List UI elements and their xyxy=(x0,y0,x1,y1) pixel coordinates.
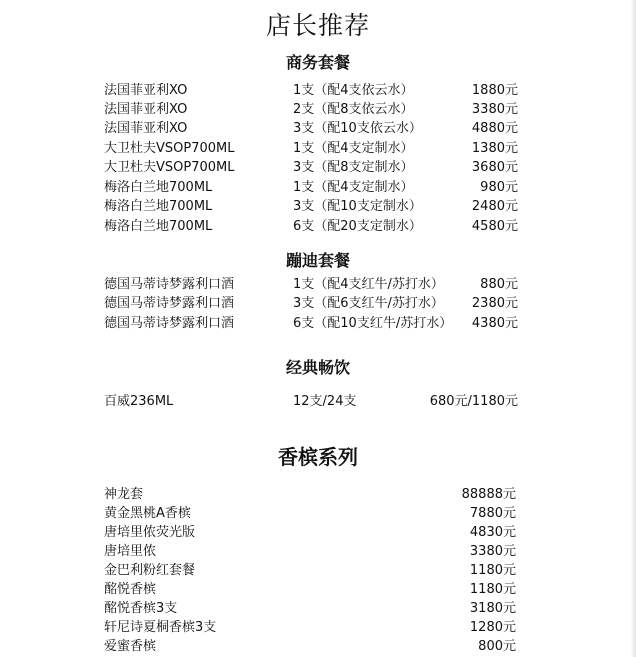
menu-row xyxy=(0,392,636,411)
menu-row xyxy=(0,580,636,599)
menu-row xyxy=(0,504,636,523)
item-price: 1880元 xyxy=(471,83,518,98)
item-name: 酩悦香槟3支 xyxy=(104,601,178,616)
item-spec: 1支（配4支定制水） xyxy=(293,141,414,156)
item-price: 3380元 xyxy=(469,544,516,559)
item-name: 大卫杜夫VSOP700ML xyxy=(104,160,235,175)
item-name: 金巴利粉红套餐 xyxy=(104,563,196,578)
menu-row xyxy=(0,139,636,158)
item-price: 88888元 xyxy=(461,487,516,502)
item-name: 梅洛白兰地700ML xyxy=(104,180,213,195)
item-price: 1380元 xyxy=(471,141,518,156)
item-price: 980元 xyxy=(480,180,518,195)
item-price: 1180元 xyxy=(469,582,516,597)
menu-row xyxy=(0,637,636,656)
menu-row xyxy=(0,178,636,197)
menu-row xyxy=(0,275,636,294)
item-spec: 3支（配10支定制水） xyxy=(293,199,422,214)
item-name: 轩尼诗夏桐香槟3支 xyxy=(104,620,217,635)
item-price: 880元 xyxy=(480,277,518,292)
menu-row xyxy=(0,542,636,561)
section-title-classic: 经典畅饮 xyxy=(285,358,350,377)
section-title-party: 蹦迪套餐 xyxy=(285,251,350,270)
item-price: 1280元 xyxy=(469,620,516,635)
item-price: 4830元 xyxy=(469,525,516,540)
item-name: 德国马蒂诗梦露利口酒 xyxy=(104,277,235,292)
item-name: 百威236ML xyxy=(104,394,174,409)
section-title-champagne: 香槟系列 xyxy=(278,445,358,469)
item-spec: 1支（配4支红牛/苏打水） xyxy=(293,277,444,292)
menu-row xyxy=(0,158,636,177)
item-price: 3380元 xyxy=(471,102,518,117)
item-name: 法国菲亚利XO xyxy=(104,102,188,117)
item-price: 3680元 xyxy=(471,160,518,175)
item-price: 4880元 xyxy=(471,121,518,136)
menu-row xyxy=(0,523,636,542)
item-price: 680元/1180元 xyxy=(429,394,518,409)
item-price: 4380元 xyxy=(471,316,518,331)
page-title: 店长推荐 xyxy=(265,11,370,40)
item-name: 酩悦香槟 xyxy=(104,582,157,597)
item-name: 梅洛白兰地700ML xyxy=(104,199,213,214)
item-name: 德国马蒂诗梦露利口酒 xyxy=(104,296,235,311)
menu-row xyxy=(0,294,636,313)
menu-row xyxy=(0,217,636,236)
item-spec: 12支/24支 xyxy=(293,394,357,409)
item-name: 法国菲亚利XO xyxy=(104,121,188,136)
menu-row xyxy=(0,561,636,580)
item-price: 2480元 xyxy=(471,199,518,214)
item-price: 3180元 xyxy=(469,601,516,616)
item-name: 梅洛白兰地700ML xyxy=(104,219,213,234)
item-name: 神龙套 xyxy=(104,487,144,502)
item-spec: 6支（配10支红牛/苏打水） xyxy=(293,316,453,331)
item-price: 800元 xyxy=(478,639,516,654)
item-spec: 2支（配8支依云水） xyxy=(293,102,414,117)
page-edge-shadow xyxy=(630,0,636,657)
menu-row xyxy=(0,81,636,100)
item-price: 1180元 xyxy=(469,563,516,578)
item-price: 7880元 xyxy=(469,506,516,521)
item-name: 唐培里侬 xyxy=(104,544,157,559)
item-price: 2380元 xyxy=(471,296,518,311)
item-name: 黄金黑桃A香槟 xyxy=(104,506,191,521)
menu-row xyxy=(0,119,636,138)
menu-row xyxy=(0,314,636,333)
item-name: 法国菲亚利XO xyxy=(104,83,188,98)
item-spec: 1支（配4支定制水） xyxy=(293,180,414,195)
menu-row xyxy=(0,485,636,504)
item-spec: 1支（配4支依云水） xyxy=(293,83,414,98)
item-name: 大卫杜夫VSOP700ML xyxy=(104,141,235,156)
item-spec: 3支（配8支定制水） xyxy=(293,160,414,175)
menu-row xyxy=(0,599,636,618)
item-name: 爱蜜香槟 xyxy=(104,639,157,654)
item-name: 德国马蒂诗梦露利口酒 xyxy=(104,316,235,331)
menu-row xyxy=(0,618,636,637)
item-spec: 3支（配10支依云水） xyxy=(293,121,422,136)
item-price: 4580元 xyxy=(471,219,518,234)
item-name: 唐培里侬荧光版 xyxy=(104,525,196,540)
section-title-business: 商务套餐 xyxy=(285,53,350,72)
item-spec: 3支（配6支红牛/苏打水） xyxy=(293,296,444,311)
menu-row xyxy=(0,100,636,119)
menu-row xyxy=(0,197,636,216)
item-spec: 6支（配20支定制水） xyxy=(293,219,422,234)
